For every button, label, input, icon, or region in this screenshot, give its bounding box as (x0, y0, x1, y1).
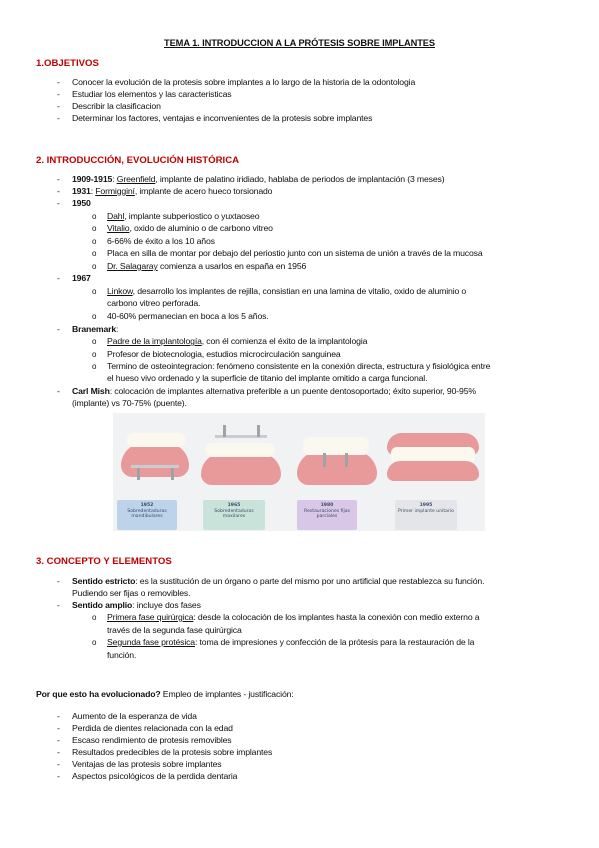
history-item-continuation: (implante) vs 70-75% (puente). (72, 398, 187, 408)
list-item: Determinar los factores, ventajas e inconvenientes de la protesis sobre implantes (72, 113, 373, 123)
bullet-dash: - (57, 386, 60, 396)
history-sep: : (90, 186, 96, 196)
prosthesis-evolution-image (113, 413, 485, 531)
figure-label-text: Restauraciones fijas parciales (303, 509, 351, 520)
bullet-dash: - (57, 723, 60, 733)
list-item: Escaso rendimiento de protesis removibles (72, 735, 232, 745)
figure-label-text: Primer implante unitario (398, 509, 454, 515)
teeth-shape (127, 433, 185, 447)
figure-label-year: 1995 (419, 503, 433, 508)
section-heading-concepto: 3. CONCEPTO Y ELEMENTOS (36, 556, 172, 567)
concept-item-amplio (72, 600, 201, 611)
sub-item-link: Segunda fase protésica (107, 637, 195, 647)
list-item: Aumento de la esperanza de vida (72, 711, 197, 721)
bullet-dash: - (57, 711, 60, 721)
sub-item-link: Padre de la implantología (107, 336, 202, 346)
section-heading-introduccion: 2. INTRODUCCIÓN, EVOLUCIÓN HISTÓRICA (36, 155, 240, 166)
figure-panel-maxillar (193, 413, 291, 531)
sub-item-text: , desarrollo los implantes de rejilla, consistian en una lamina de vitalio, oxido de aluminio o (132, 286, 467, 296)
history-sep: : (112, 174, 117, 184)
list-item: Ventajas de las protesis sobre implantes (72, 759, 222, 769)
history-name: Branemark (72, 324, 117, 334)
sub-item-link: Vitalio (107, 223, 130, 233)
bullet-circle: o (92, 638, 97, 647)
history-text: , implante de palatino iridiado, hablaba de periodos de implantación (3 meses) (155, 174, 445, 184)
figure-label-year: 1965 (227, 503, 241, 508)
bullet-dash: - (57, 735, 60, 745)
sub-item-continuation: el hueso vivo ordenado y la superficie de titanio del implante omitido a carga funcional. (107, 373, 428, 383)
concept-text: : incluye dos fases (132, 600, 201, 610)
bullet-dash: - (57, 101, 60, 111)
sub-item (107, 211, 259, 222)
bullet-circle: o (92, 362, 97, 371)
implant-post (323, 453, 326, 467)
sub-item-text: : toma de impresiones y confección de la prótesis para la restauración de la (194, 637, 475, 647)
sub-item (107, 223, 273, 234)
history-item-1909 (72, 174, 445, 185)
figure-panel-fixed-partial (291, 413, 381, 531)
concept-continuation: Pudiendo ser fijas o removibles. (72, 588, 191, 598)
sub-item (107, 286, 466, 297)
concept-text: : es la sustitución de un órgano o parte del mismo por uno artificial que restablezca su función. (135, 576, 485, 586)
bullet-dash: - (57, 174, 60, 184)
question-text: Empleo de implantes - justificación: (160, 689, 294, 699)
concept-term: Sentido amplio (72, 600, 133, 610)
bullet-dash: - (57, 759, 60, 769)
history-text: : colocación de implantes alternativa preferible a un puente dentosoportado; éxito superior, 90-95% (109, 386, 476, 396)
list-item: Estudiar los elementos y las caracteristicas (72, 89, 232, 99)
sub-item-text: : desde la colocación de los implantes hasta la conexión con medio externo a (193, 612, 480, 622)
figure-label-year: 1952 (140, 503, 154, 508)
history-item-branemark (72, 324, 118, 335)
sub-item-text: comienza a usarlos en españa en 1956 (157, 261, 307, 271)
bullet-dash: - (57, 77, 60, 87)
bullet-circle: o (92, 337, 97, 346)
figure-label-text: Sobredentaduras maxilares (214, 509, 254, 520)
sub-item: 40-60% permanecian en boca a los 5 años. (107, 311, 269, 321)
sub-item (107, 612, 479, 623)
bullet-circle: o (92, 613, 97, 622)
sub-item: Termino de osteointegracion: fenómeno consistente en la conexión directa, estructura y fisiológica entre (107, 361, 491, 371)
bullet-circle: o (92, 212, 97, 221)
bullet-dash: - (57, 771, 60, 781)
bullet-dash: - (57, 113, 60, 123)
history-name-link: Formigginí (95, 186, 135, 196)
bullet-circle: o (92, 350, 97, 359)
bullet-circle: o (92, 237, 97, 246)
figure-label-1952 (117, 500, 177, 530)
history-year: 1931 (72, 186, 91, 196)
bullet-dash: - (57, 747, 60, 757)
justification-question (36, 689, 294, 700)
gum-shape (297, 451, 377, 485)
teeth-shape (205, 443, 275, 457)
bullet-dash: - (57, 576, 60, 586)
history-item-carl-mish (72, 386, 476, 397)
figure-label-1965 (203, 500, 265, 530)
gum-shape (201, 453, 281, 485)
teeth-shape (303, 437, 369, 455)
figure-label-1995 (395, 500, 457, 530)
sub-item-text: , implante subperiostico o yuxtaoseo (124, 211, 260, 221)
figure-label-1980 (297, 500, 357, 530)
figure-label-text: Sobredentaduras mandibulares (127, 509, 167, 520)
sub-item (107, 637, 474, 648)
bullet-dash: - (57, 198, 60, 208)
sub-item: Placa en silla de montar por debajo del periostio junto con un sistema de unión a través de la mucosa (107, 248, 483, 258)
implant-post (171, 468, 174, 480)
sub-item-text: , oxido de aluminio o de carbono vitreo (129, 223, 273, 233)
bullet-dash: - (57, 186, 60, 196)
bullet-dash: - (57, 273, 60, 283)
implant-post (223, 425, 226, 437)
concept-item-estricto (72, 576, 484, 587)
bullet-dash: - (57, 89, 60, 99)
sub-item (107, 261, 306, 272)
sub-item-continuation: carbono vitreo perforada. (107, 298, 201, 308)
bullet-circle: o (92, 287, 97, 296)
sub-item: Profesor de biotecnologia, estudios microcirculación sanguinea (107, 349, 341, 359)
sub-item-link: Linkow (107, 286, 133, 296)
history-year: 1909-1915 (72, 174, 113, 184)
history-year-1950: 1950 (72, 198, 91, 208)
figure-label-year: 1980 (320, 503, 334, 508)
figure-panel-single-implant (381, 413, 485, 531)
concept-term: Sentido estricto (72, 576, 136, 586)
sub-item (107, 336, 367, 347)
history-text: , implante de acero hueco torsionado (134, 186, 273, 196)
list-item: Describir la clasificacion (72, 101, 161, 111)
sub-item-link: Dr. Salagaray (107, 261, 158, 271)
list-item: Resultados predecibles de la protesis sobre implantes (72, 747, 273, 757)
history-item-1931 (72, 186, 272, 197)
bullet-circle: o (92, 312, 97, 321)
bullet-circle: o (92, 249, 97, 258)
implant-post (137, 468, 140, 480)
history-sep: : (116, 324, 119, 334)
implant-post (257, 425, 260, 437)
section-heading-objetivos: 1.OBJETIVOS (36, 58, 99, 69)
document-title: TEMA 1. INTRODUCCION A LA PRÓTESIS SOBRE IMPLANTES (164, 38, 435, 48)
sub-item-continuation: través de la segunda fase quirúrgica (107, 625, 242, 635)
history-year-1967: 1967 (72, 273, 91, 283)
bullet-circle: o (92, 224, 97, 233)
sub-item-link: Primera fase quirúrgica (107, 612, 194, 622)
sub-item-continuation: función. (107, 650, 137, 660)
bullet-dash: - (57, 600, 60, 610)
history-name-link: Greenfield (116, 174, 156, 184)
sub-item: 6-66% de éxito a los 10 años (107, 236, 215, 246)
bullet-circle: o (92, 262, 97, 271)
question-bold: Por que esto ha evolucionado? (36, 689, 161, 699)
list-item: Aspectos psicológicos de la perdida dentaria (72, 771, 238, 781)
gum-shape (121, 443, 189, 477)
bullet-dash: - (57, 324, 60, 334)
list-item: Conocer la evolución de la protesis sobre implantes a lo largo de la historia de la odontologia (72, 77, 416, 87)
implant-post (345, 453, 348, 467)
sub-item-text: , con él comienza el éxito de la implantologia (201, 336, 368, 346)
sub-item-link: Dahl (107, 211, 125, 221)
gum-shape (387, 461, 479, 481)
list-item: Perdida de dientes relacionada con la edad (72, 723, 233, 733)
history-name: Carl Mish (72, 386, 110, 396)
